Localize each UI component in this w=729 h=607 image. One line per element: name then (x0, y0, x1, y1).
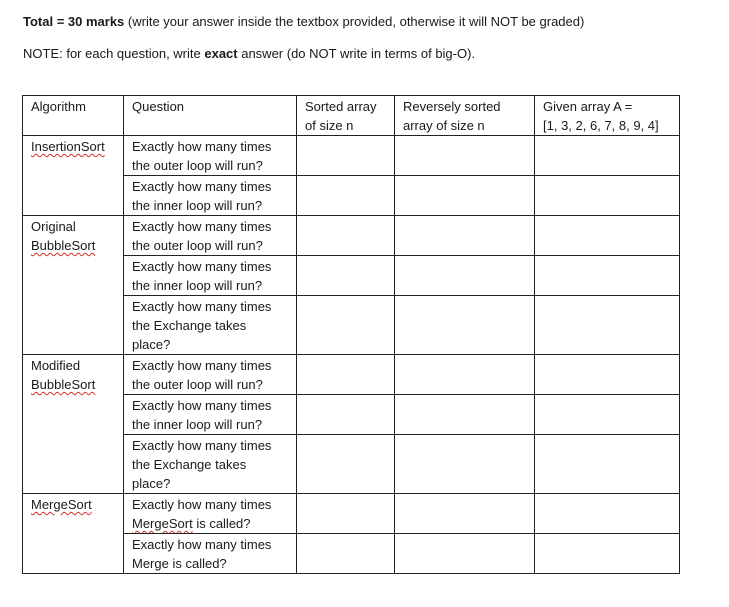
question-outer-loop (124, 136, 297, 176)
algo-original-label-line2: BubbleSort (31, 238, 96, 253)
total-marks-label: Total = 30 marks (23, 14, 125, 29)
answer-cell-given[interactable] (535, 355, 680, 395)
question-inner-loop (124, 395, 297, 435)
q-line: Exactly how many times (132, 358, 272, 373)
answer-cell-sorted[interactable] (297, 216, 395, 256)
q-line: Exactly how many times (132, 259, 272, 274)
algo-merge-label: MergeSort (31, 497, 92, 512)
algo-insertion-sort (23, 136, 124, 216)
header-reverse (395, 96, 535, 136)
answer-cell-reverse[interactable] (395, 216, 535, 256)
header-given-line2: [1, 3, 2, 6, 7, 8, 9, 4] (543, 118, 659, 133)
note-prefix: NOTE: for each question, write (23, 46, 205, 61)
total-marks-line (23, 13, 584, 30)
header-algorithm: Algorithm (23, 96, 124, 136)
header-row (23, 96, 680, 136)
q-line: Exactly how many times (132, 398, 272, 413)
q-line: the inner loop will run? (132, 198, 263, 213)
answer-cell-reverse[interactable] (395, 176, 535, 216)
answer-table (22, 95, 680, 574)
answer-cell-sorted[interactable] (297, 355, 395, 395)
original-outer-row (23, 216, 680, 256)
question-outer-loop (124, 355, 297, 395)
question-inner-loop (124, 176, 297, 216)
header-reverse-line1: Reversely sorted (403, 99, 501, 114)
algo-merge-sort (23, 494, 124, 574)
total-marks-instruction: (write your answer inside the textbox provided, otherwise it will NOT be graded) (124, 14, 585, 29)
q-line: the outer loop will run? (132, 238, 263, 253)
q-line: Exactly how many times (132, 139, 272, 154)
algo-original-bubble-sort (23, 216, 124, 355)
question-mergesort-calls (124, 494, 297, 534)
q-line: Exactly how many times (132, 219, 272, 234)
algo-modified-label-line1: Modified (31, 358, 81, 373)
question-exchange (124, 296, 297, 355)
q-mergesort-word: MergeSort (132, 516, 193, 531)
q-line: is called? (192, 516, 251, 531)
q-line: Exactly how many times (132, 179, 272, 194)
algo-original-label-line1: Original (31, 219, 76, 234)
q-line: Merge is called? (132, 556, 227, 571)
answer-cell-reverse[interactable] (395, 435, 535, 494)
header-question: Question (124, 96, 297, 136)
answer-cell-given[interactable] (535, 534, 680, 574)
algo-modified-label-line2: BubbleSort (31, 377, 96, 392)
answer-cell-reverse[interactable] (395, 534, 535, 574)
answer-cell-given[interactable] (535, 216, 680, 256)
answer-cell-reverse[interactable] (395, 494, 535, 534)
q-line: Exactly how many times (132, 537, 272, 552)
header-sorted (297, 96, 395, 136)
q-line: the Exchange takes (132, 457, 247, 472)
modified-outer-row (23, 355, 680, 395)
q-line: the inner loop will run? (132, 417, 263, 432)
q-line: the outer loop will run? (132, 377, 263, 392)
answer-cell-given[interactable] (535, 176, 680, 216)
answer-cell-given[interactable] (535, 136, 680, 176)
header-sorted-line2: of size n (305, 118, 354, 133)
question-outer-loop (124, 216, 297, 256)
question-merge-calls (124, 534, 297, 574)
answer-cell-sorted[interactable] (297, 395, 395, 435)
header-given (535, 96, 680, 136)
answer-cell-reverse[interactable] (395, 296, 535, 355)
answer-cell-given[interactable] (535, 256, 680, 296)
note-exact: exact (204, 46, 238, 61)
answer-cell-sorted[interactable] (297, 136, 395, 176)
algo-insertion-label: InsertionSort (31, 139, 105, 154)
header-reverse-line2: array of size n (403, 118, 485, 133)
answer-cell-sorted[interactable] (297, 256, 395, 296)
algo-modified-bubble-sort (23, 355, 124, 494)
question-inner-loop (124, 256, 297, 296)
answer-cell-reverse[interactable] (395, 136, 535, 176)
q-line: Exactly how many times (132, 299, 272, 314)
answer-cell-given[interactable] (535, 395, 680, 435)
answer-cell-sorted[interactable] (297, 435, 395, 494)
q-line: Exactly how many times (132, 497, 272, 512)
q-line: the inner loop will run? (132, 278, 263, 293)
q-line: the Exchange takes (132, 318, 247, 333)
q-line: the outer loop will run? (132, 158, 263, 173)
note-suffix: answer (do NOT write in terms of big-O). (237, 46, 476, 61)
answer-cell-given[interactable] (535, 494, 680, 534)
note-line (23, 45, 475, 62)
answer-cell-sorted[interactable] (297, 494, 395, 534)
q-line: Exactly how many times (132, 438, 272, 453)
header-given-line1: Given array A = (543, 99, 633, 114)
answer-cell-given[interactable] (535, 435, 680, 494)
answer-cell-given[interactable] (535, 296, 680, 355)
answer-cell-sorted[interactable] (297, 296, 395, 355)
merge-sort-calls-row (23, 494, 680, 534)
answer-cell-reverse[interactable] (395, 355, 535, 395)
answer-cell-sorted[interactable] (297, 176, 395, 216)
answer-cell-sorted[interactable] (297, 534, 395, 574)
q-line: place? (132, 476, 171, 491)
q-line: place? (132, 337, 171, 352)
answer-cell-reverse[interactable] (395, 395, 535, 435)
insertion-outer-row (23, 136, 680, 176)
question-exchange (124, 435, 297, 494)
answer-cell-reverse[interactable] (395, 256, 535, 296)
header-sorted-line1: Sorted array (305, 99, 377, 114)
